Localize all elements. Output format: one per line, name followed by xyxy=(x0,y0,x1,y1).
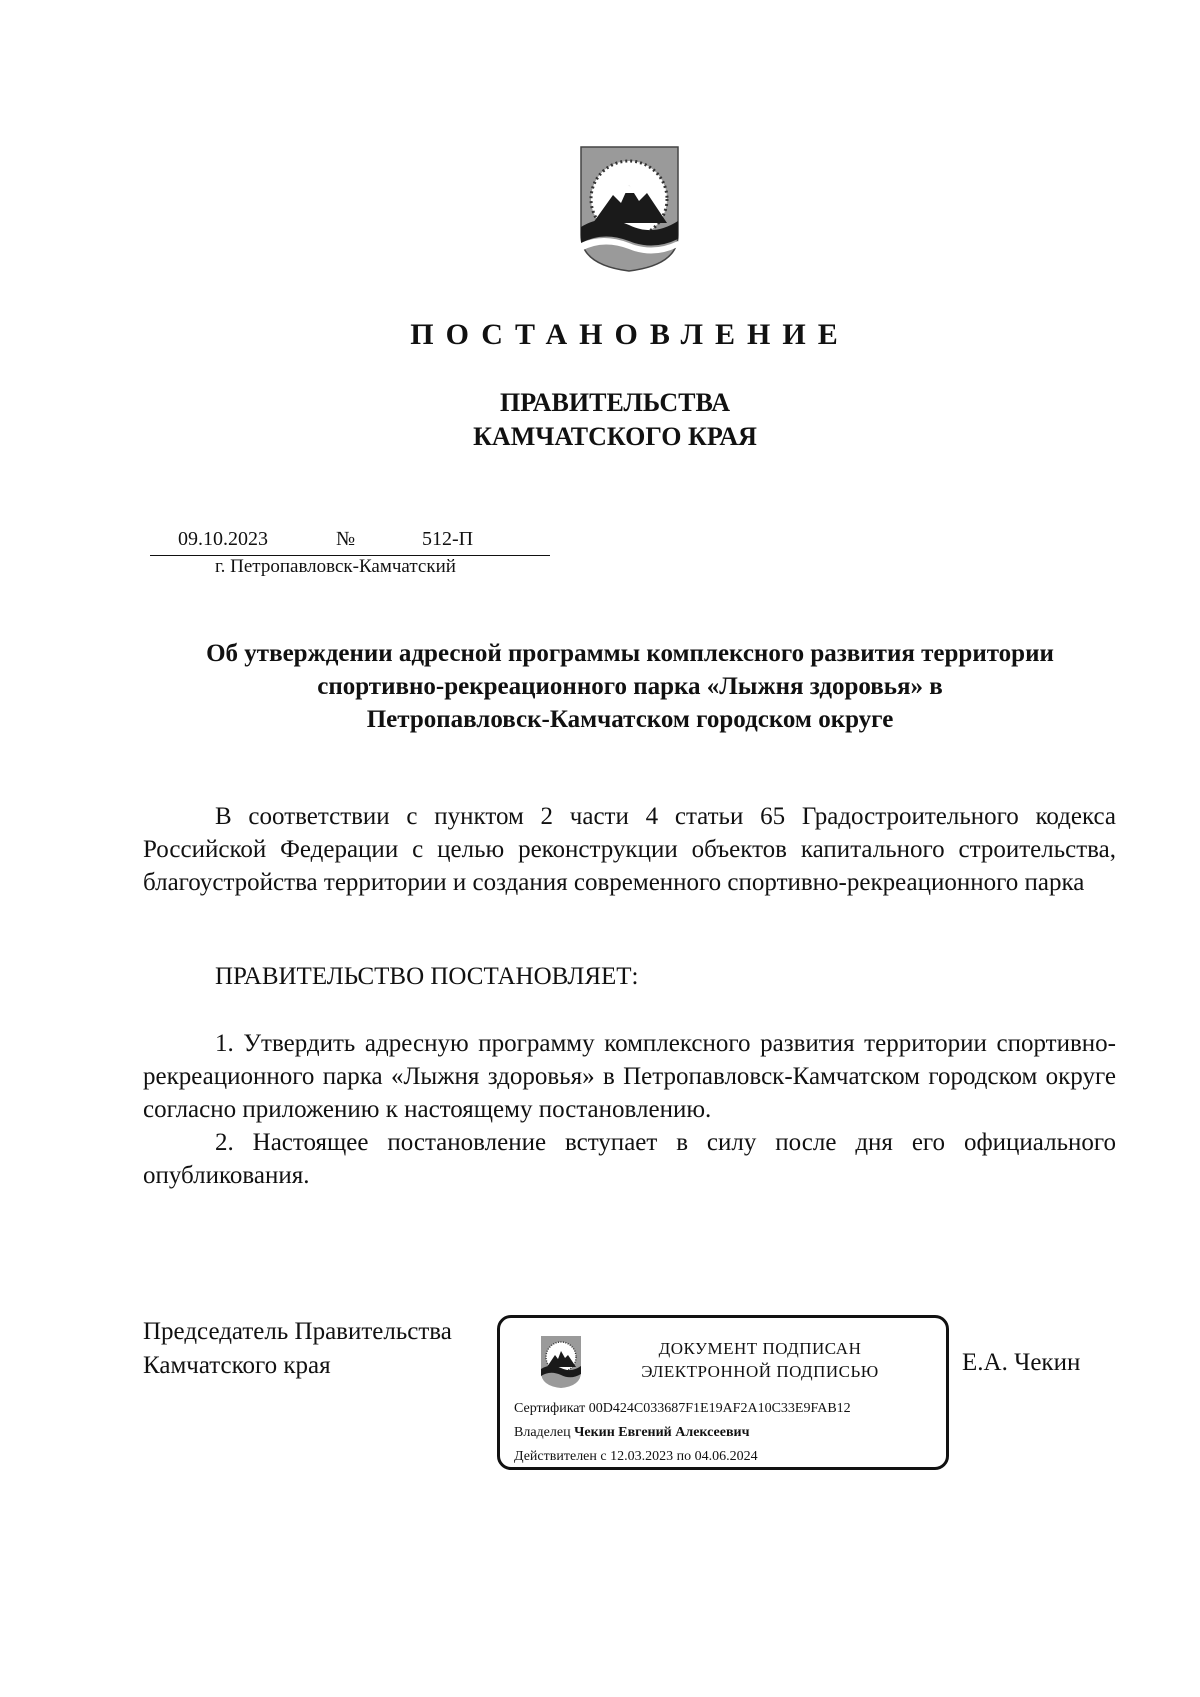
valid-to-label: по xyxy=(676,1449,692,1464)
document-date: 09.10.2023 xyxy=(178,528,268,550)
signatory-position xyxy=(143,1315,452,1383)
preamble-paragraph: В соответствии с пунктом 2 части 4 статьи 65 Градостроительного кодекса Российской Федерации с целью реконструкции объектов капитального строительства, благоустройства территории и создания современного спортивно-рекреационного парка xyxy=(143,803,1116,896)
certificate-value: 00D424C033687F1E19AF2A10C33E9FAB12 xyxy=(588,1401,851,1416)
position-line: Камчатского края xyxy=(143,1352,331,1379)
document-type-heading: ПОСТАНОВЛЕНИЕ xyxy=(410,318,850,351)
coat-of-arms-icon xyxy=(573,143,686,275)
owner-line xyxy=(514,1421,851,1445)
stamp-title-line: ЭЛЕКТРОННОЙ ПОДПИСЬЮ xyxy=(641,1362,879,1381)
stamp-title-line: ДОКУМЕНТ ПОДПИСАН xyxy=(658,1339,862,1358)
owner-label: Владелец xyxy=(514,1425,571,1440)
document-number: 512-П xyxy=(422,528,474,550)
authority-line: КАМЧАТСКОГО КРАЯ xyxy=(473,422,757,451)
stamp-details xyxy=(514,1397,851,1469)
resolution-item-2: 2. Настоящее постановление вступает в силу после дня его официального опубликования. xyxy=(143,1129,1116,1189)
issuing-authority xyxy=(0,386,1200,454)
validity-line xyxy=(514,1445,851,1469)
document-city: г. Петропавловск-Камчатский xyxy=(215,556,456,577)
resolves-heading: ПРАВИТЕЛЬСТВО ПОСТАНОВЛЯЕТ: xyxy=(215,963,639,990)
resolution-items xyxy=(143,1027,1116,1192)
subject-line: Петропавловск-Камчатском городском округе xyxy=(366,706,894,733)
number-sign: № xyxy=(336,528,356,550)
stamp-coat-of-arms-icon xyxy=(538,1334,584,1390)
resolution-item-1: 1. Утвердить адресную программу комплексного развития территории спортивно-рекреационного парка «Лыжня здоровья» в Петропавловск-Камчатском городском округе согласно приложению к настоящему постановлению. xyxy=(143,1030,1116,1123)
date-number-line xyxy=(150,528,550,556)
certificate-label: Сертификат xyxy=(514,1401,586,1416)
stamp-title xyxy=(610,1337,910,1383)
document-subject xyxy=(140,637,1120,736)
electronic-signature-stamp xyxy=(497,1315,949,1470)
signatory-name: Е.А. Чекин xyxy=(962,1349,1081,1376)
owner-value: Чекин Евгений Алексеевич xyxy=(574,1425,750,1440)
subject-line: спортивно-рекреационного парка «Лыжня здоровья» в xyxy=(317,673,943,700)
valid-to: 04.06.2024 xyxy=(694,1449,758,1464)
validity-label: Действителен с xyxy=(514,1449,607,1464)
certificate-line xyxy=(514,1397,851,1421)
authority-line: ПРАВИТЕЛЬСТВА xyxy=(500,388,730,417)
valid-from: 12.03.2023 xyxy=(610,1449,674,1464)
subject-line: Об утверждении адресной программы комплексного развития территории xyxy=(206,640,1054,667)
position-line: Председатель Правительства xyxy=(143,1318,452,1345)
